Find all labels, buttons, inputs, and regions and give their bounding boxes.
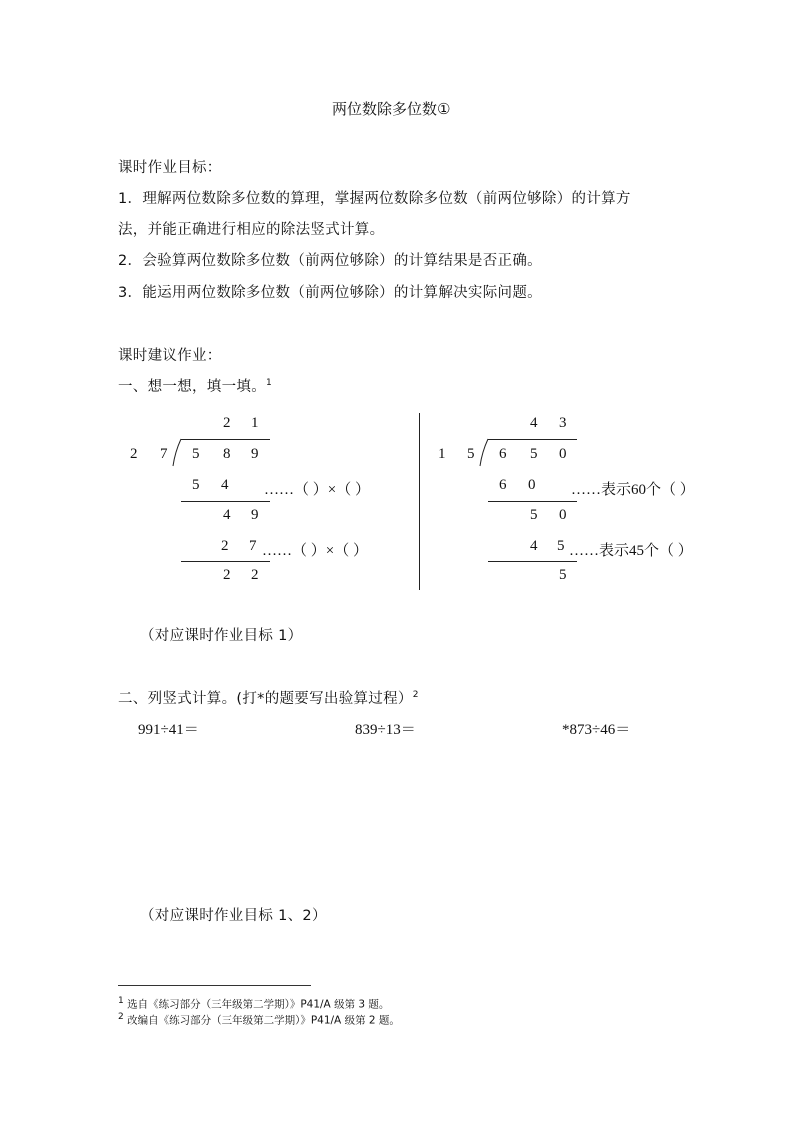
right-dividend-digit: 0 [559, 446, 567, 462]
left-subtract-line [181, 501, 270, 502]
left-subtract-line [181, 561, 270, 562]
footnote-separator [118, 985, 311, 986]
right-step2-digit: 4 [530, 538, 538, 554]
left-rem1-digit: 4 [223, 507, 231, 523]
left-quotient-digit: 2 [223, 415, 231, 431]
question-2-text: 二、列竖式计算。(打*的题要写出验算过程） [118, 691, 413, 707]
left-divisor-digit: 2 [130, 446, 138, 462]
footnote-ref-1: 1 [266, 378, 273, 389]
right-rem1-digit: 5 [530, 507, 538, 523]
left-step2-digit: 7 [249, 538, 257, 554]
right-division-bar [488, 439, 577, 440]
footnote-1 [118, 996, 389, 1012]
footnote-mark: 2 [118, 1012, 124, 1022]
left-remainder-digit: 2 [223, 567, 231, 583]
right-quotient-digit: 3 [559, 415, 567, 431]
left-rem1-digit: 9 [251, 507, 259, 523]
left-step2-digit: 2 [221, 538, 229, 554]
right-step1-digit: 6 [499, 477, 507, 493]
goals-heading: 课时作业目标： [118, 160, 222, 176]
right-subtract-line [488, 561, 577, 562]
right-step2-digit: 5 [557, 538, 565, 554]
problem-2: 839÷13＝ [355, 722, 416, 738]
footnote-2 [118, 1012, 400, 1028]
page-title: 两位数除多位数① [332, 100, 451, 118]
left-step1-digit: 4 [221, 477, 229, 493]
goal-item-2: 2．会验算两位数除多位数（前两位够除）的计算结果是否正确。 [118, 253, 542, 269]
question-1-text: 一、想一想，填一填。 [118, 379, 266, 395]
footnote-mark: 1 [118, 996, 124, 1006]
right-step1-note: ……表示60个（ ） [571, 482, 695, 498]
left-dividend-digit: 5 [192, 446, 200, 462]
problem-1: 991÷41＝ [138, 722, 199, 738]
column-divider [419, 413, 420, 590]
homework-heading: 课时建议作业： [118, 348, 222, 364]
left-step2-note: ……（ ）×（ ） [262, 543, 368, 559]
goal-item-3: 3．能运用两位数除多位数（前两位够除）的计算解决实际问题。 [118, 285, 542, 301]
left-step1-digit: 5 [192, 477, 200, 493]
footnote-ref-2: 2 [412, 690, 419, 701]
right-quotient-digit: 4 [530, 415, 538, 431]
question-1-title [118, 375, 272, 396]
left-dividend-digit: 8 [223, 446, 231, 462]
footnote-text: 改编自《练习部分（三年级第二学期）》P41/A 级第 2 题。 [127, 1014, 400, 1027]
right-dividend-digit: 5 [530, 446, 538, 462]
left-remainder-digit: 2 [251, 567, 259, 583]
left-dividend-digit: 9 [251, 446, 259, 462]
problem-3: *873÷46＝ [562, 722, 631, 738]
goal-item-1-line-2: 法，并能正确进行相应的除法竖式计算。 [118, 222, 385, 238]
left-divisor-digit: 7 [160, 446, 168, 462]
question-2-target: （对应课时作业目标 1、2） [140, 908, 327, 924]
question-2-title [118, 687, 419, 708]
left-quotient-digit: 1 [251, 415, 259, 431]
left-division-bar [181, 439, 270, 440]
right-step2-note: ……表示45个（ ） [569, 543, 693, 559]
right-dividend-digit: 6 [499, 446, 507, 462]
left-step1-note: ……（ ）×（ ） [264, 482, 370, 498]
right-division-bracket [477, 438, 491, 468]
right-remainder-digit: 5 [559, 567, 567, 583]
right-divisor-digit: 5 [467, 446, 475, 462]
right-rem1-digit: 0 [559, 507, 567, 523]
left-division-bracket [170, 438, 184, 468]
goal-item-1-line-1: 1．理解两位数除多位数的算理，掌握两位数除多位数（前两位够除）的计算方 [118, 191, 631, 207]
footnote-text: 选自《练习部分（三年级第二学期）》P41/A 级第 3 题。 [127, 998, 390, 1011]
question-1-target: （对应课时作业目标 1） [140, 628, 303, 644]
right-divisor-digit: 1 [438, 446, 446, 462]
right-subtract-line [488, 501, 577, 502]
right-step1-digit: 0 [528, 477, 536, 493]
